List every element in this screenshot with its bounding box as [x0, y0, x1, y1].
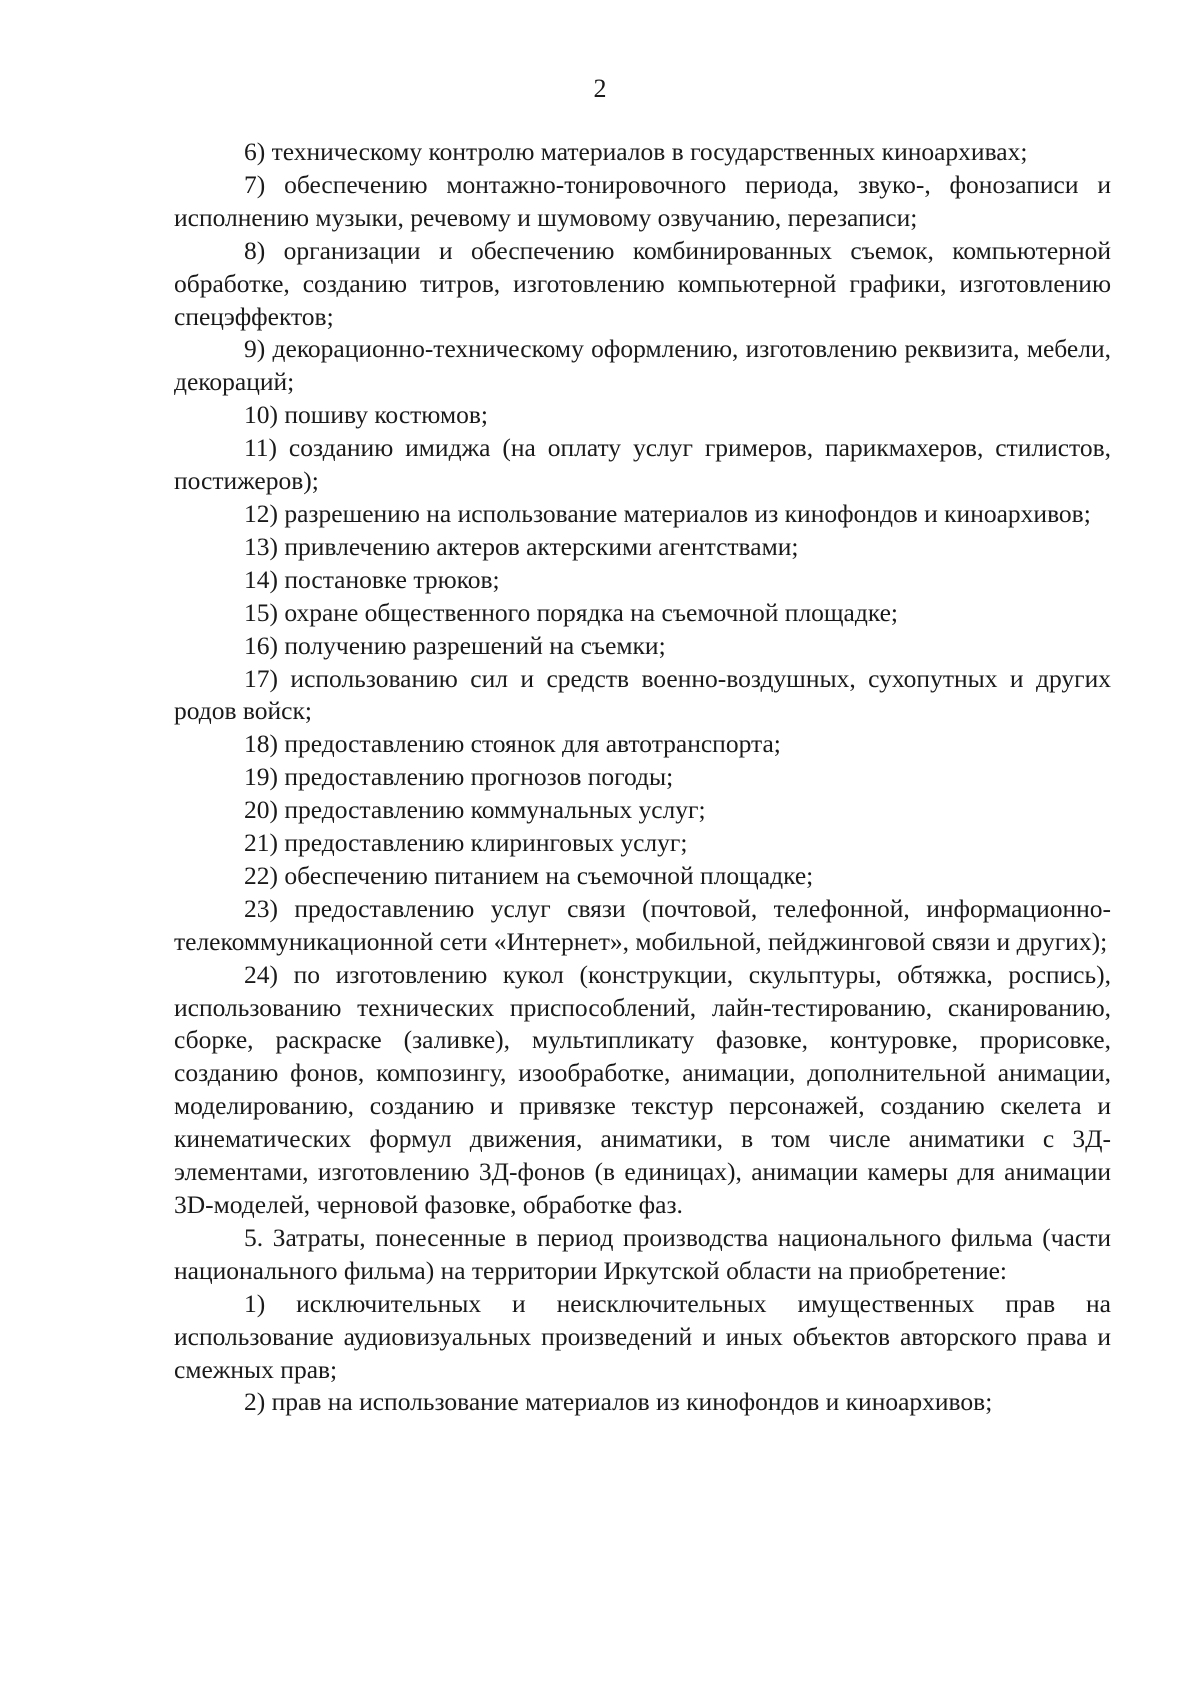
list-item-7: 7) обеспечению монтажно-тонировочного периода, звуко-, фонозаписи и исполнению музыки, речевому и шумовому озвучанию, перезаписи;: [174, 169, 1111, 232]
list-item-14: 14) постановке трюков;: [244, 564, 500, 594]
list-item-21: 21) предоставлению клиринговых услуг;: [244, 828, 688, 858]
list-item-9: 9) декорационно-техническому оформлению, изготовлению реквизита, мебели, декораций;: [174, 334, 1111, 397]
section-5-item-2: 2) прав на использование материалов из кинофондов и киноархивов;: [244, 1387, 993, 1417]
list-item-19: 19) предоставлению прогнозов погоды;: [244, 762, 674, 792]
list-item-8: 8) организации и обеспечению комбинированных съемок, компьютерной обработке, созданию титров, изготовлению компьютерной графики, изготовлению спецэффектов;: [174, 235, 1111, 331]
section-5-paragraph: 5. Затраты, понесенные в период производства национального фильма (части национального фильма) на территории Иркутской области на приобретение:: [174, 1222, 1111, 1285]
list-item-11: 11) созданию имиджа (на оплату услуг гримеров, парикмахеров, стилистов, постижеров);: [174, 433, 1111, 496]
list-item-10: 10) пошиву костюмов;: [244, 400, 489, 430]
page-number: 2: [593, 74, 607, 103]
list-item-16: 16) получению разрешений на съемки;: [244, 630, 666, 660]
list-item-23: 23) предоставлению услуг связи (почтовой, телефонной, информационно-телекоммуникационной сети «Интернет», мобильной, пейджинговой связи и других);: [174, 893, 1111, 956]
list-item-17: 17) использованию сил и средств военно-воздушных, сухопутных и других родов войск;: [174, 663, 1111, 726]
list-item-24: 24) по изготовлению кукол (конструкции, скульптуры, обтяжка, роспись), использованию технических приспособлений, лайн-тестированию, сканированию, сборке, раскраске (заливке), мультипликату фазовке, контуровке, прорисовке, созданию фонов, композингу, изообработке, анимации, дополнительной анимации, моделированию, созданию и привязке текстур персонажей, созданию скелета и кинематических формул движения, аниматики, в том числе аниматики с 3Д-элементами, изготовлению 3Д-фонов (в единицах), анимации камеры для анимации 3D-моделей, черновой фазовке, обработке фаз.: [174, 959, 1111, 1219]
list-item-15: 15) охране общественного порядка на съемочной площадке;: [244, 597, 898, 627]
list-item-22: 22) обеспечению питанием на съемочной площадке;: [244, 860, 814, 890]
list-item-13: 13) привлечению актеров актерскими агентствами;: [244, 531, 799, 561]
list-item-20: 20) предоставлению коммунальных услуг;: [244, 795, 706, 825]
list-item-12: 12) разрешению на использование материалов из кинофондов и киноархивов;: [244, 498, 1091, 528]
section-5-item-1: 1) исключительных и неисключительных имущественных прав на использование аудиовизуальных произведений и иных объектов авторского права и смежных прав;: [174, 1288, 1111, 1384]
list-item-6: 6) техническому контролю материалов в государственных киноархивах;: [244, 137, 1028, 166]
list-item-18: 18) предоставлению стоянок для автотранспорта;: [244, 729, 781, 759]
document-body: [174, 136, 1111, 1419]
